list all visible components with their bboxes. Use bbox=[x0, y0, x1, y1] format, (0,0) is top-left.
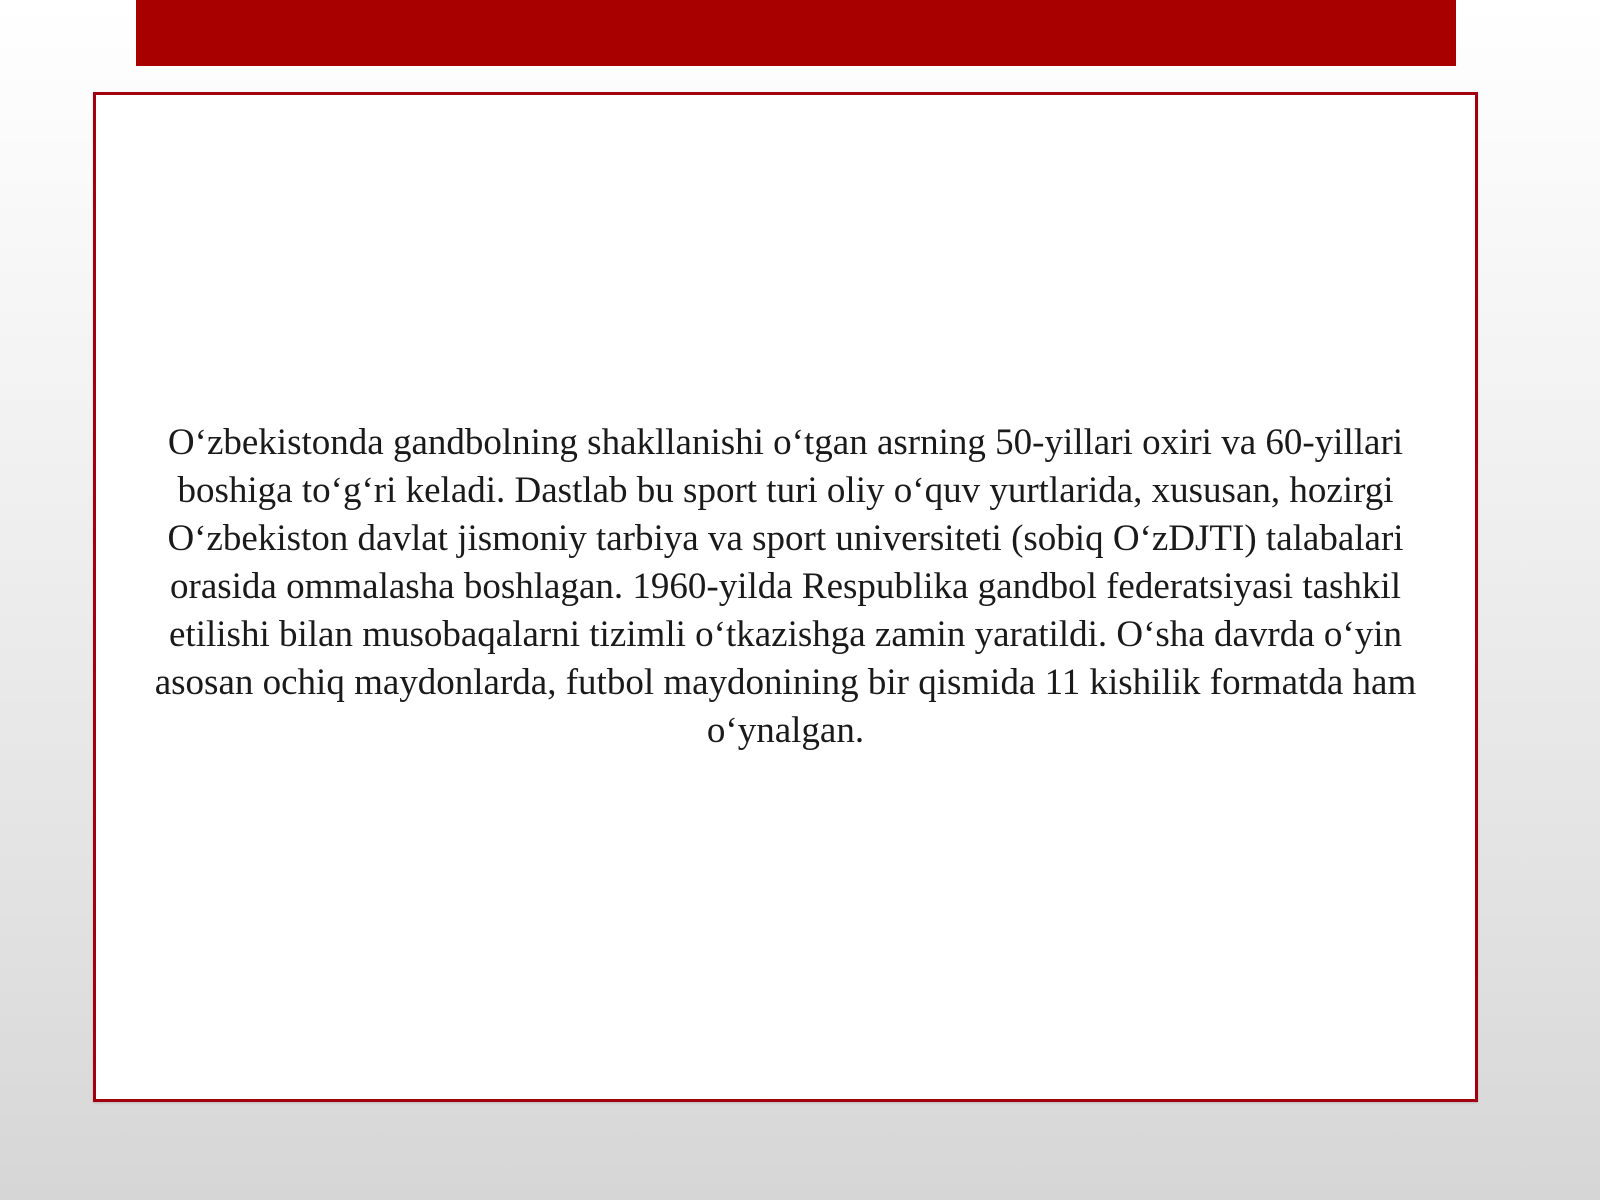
title-bar bbox=[136, 0, 1456, 66]
body-text: O‘zbekistonda gandbolning shakllanishi o‘tgan asrning 50-yillari oxiri va 60-yillari boshiga to‘g‘ri keladi. Dastlab bu sport turi oliy o‘quv yurtlarida, xususan, hozirgi O‘zbekiston davlat jismoniy tarbiya va sport universiteti (sobiq O‘zDJTI) talabalari orasida ommalasha boshlagan. 1960-yilda Respublika gandbol federatsiyasi tashkil etilishi bilan musobaqalarni tizimli o‘tkazishga zamin yaratildi. O‘sha davrda o‘yin asosan ochiq maydonlarda, futbol maydonining bir qismida 11 kishilik formatda ham o‘ynalgan. bbox=[154, 422, 1417, 751]
content-box bbox=[93, 92, 1478, 1102]
